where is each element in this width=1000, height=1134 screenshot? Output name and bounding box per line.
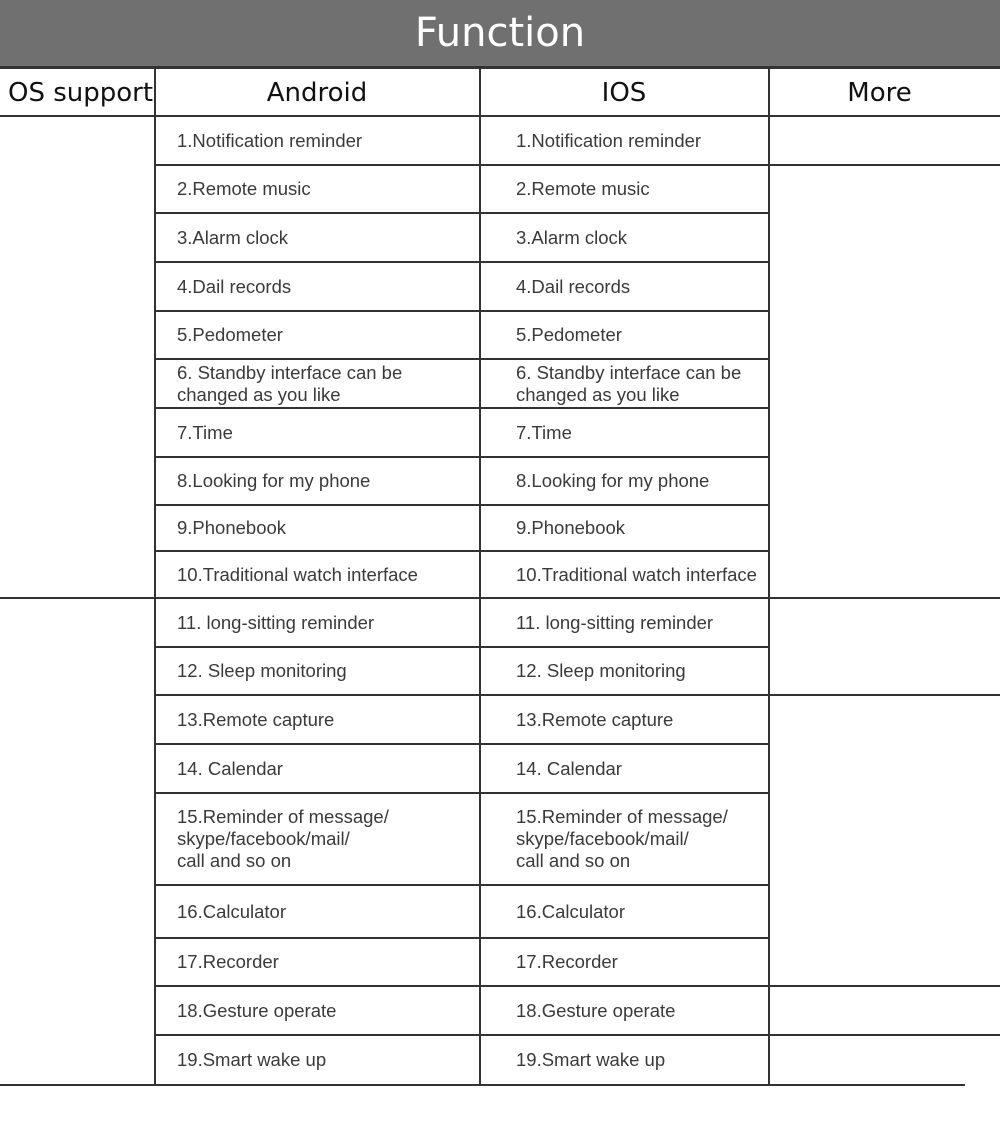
row-divider: [155, 694, 769, 696]
table-cell-android: 14. Calendar: [177, 757, 283, 779]
table-cell-ios: 1.Notification reminder: [516, 129, 702, 151]
row-divider: [155, 743, 769, 745]
table-cell-ios: 12. Sleep monitoring: [516, 660, 686, 681]
table-cell-ios: 9.Phonebook: [516, 517, 626, 538]
table-cell-android: 4.Dail records: [177, 275, 292, 297]
row-divider: [155, 937, 769, 939]
row-divider: [155, 164, 769, 166]
table-cell-ios: 15.Reminder of message/ skype/facebook/mail/ call and so on: [516, 806, 728, 871]
row-divider: [155, 261, 769, 263]
table-cell-ios: 13.Remote capture: [516, 708, 674, 730]
header-more: More: [847, 77, 912, 108]
table-cell-android: 12. Sleep monitoring: [177, 660, 347, 681]
column-divider: [154, 69, 156, 1085]
table-cell-android: 18.Gesture operate: [177, 999, 337, 1021]
page-title: Function: [0, 0, 1000, 66]
table-cell-android: 8.Looking for my phone: [177, 470, 371, 491]
table-cell-android: 19.Smart wake up: [177, 1049, 327, 1070]
table-cell-android: 13.Remote capture: [177, 708, 335, 730]
table-cell-ios: 5.Pedometer: [516, 324, 622, 345]
table-cell-ios: 10.Traditional watch interface: [516, 563, 757, 585]
table-cell-android: 6. Standby interface can be changed as you like: [177, 361, 403, 405]
table-cell-ios: 19.Smart wake up: [516, 1049, 666, 1070]
row-divider: [769, 985, 1000, 987]
table-cell-ios: 17.Recorder: [516, 951, 618, 972]
table-cell-ios: 16.Calculator: [516, 900, 626, 922]
row-divider: [155, 310, 769, 312]
row-divider: [155, 884, 769, 886]
row-divider: [769, 694, 1000, 696]
table-cell-android: 5.Pedometer: [177, 324, 283, 345]
row-divider: [155, 985, 769, 987]
row-divider: [155, 407, 769, 409]
row-divider: [0, 597, 155, 599]
table-cell-ios: 7.Time: [516, 421, 572, 443]
row-divider: [155, 550, 769, 552]
table-cell-android: 3.Alarm clock: [177, 226, 289, 248]
table-cell-ios: 11. long-sitting reminder: [516, 611, 714, 633]
table-cell-ios: 18.Gesture operate: [516, 999, 676, 1021]
table-cell-ios: 8.Looking for my phone: [516, 470, 710, 491]
table-cell-android: 17.Recorder: [177, 951, 279, 972]
row-divider: [155, 504, 769, 506]
row-divider: [769, 164, 1000, 166]
table-cell-android: 7.Time: [177, 421, 233, 443]
column-divider: [479, 69, 481, 1085]
row-divider: [155, 597, 769, 599]
table-cell-ios: 2.Remote music: [516, 178, 650, 199]
row-divider: [155, 358, 769, 360]
table-cell-android: 16.Calculator: [177, 900, 287, 922]
table-cell-ios: 4.Dail records: [516, 275, 631, 297]
row-divider: [155, 212, 769, 214]
row-divider: [155, 646, 769, 648]
table-cell-ios: 14. Calendar: [516, 757, 622, 779]
table-cell-android: 10.Traditional watch interface: [177, 563, 418, 585]
row-divider: [155, 456, 769, 458]
row-divider: [769, 1034, 1000, 1036]
column-divider: [768, 69, 770, 1085]
row-divider: [0, 1084, 965, 1086]
table-cell-ios: 6. Standby interface can be changed as you like: [516, 361, 742, 405]
header-os-support: OS support: [8, 77, 154, 108]
table-cell-ios: 3.Alarm clock: [516, 226, 628, 248]
table-cell-android: 15.Reminder of message/ skype/facebook/mail/ call and so on: [177, 806, 389, 871]
table-cell-android: 1.Notification reminder: [177, 129, 363, 151]
header-ios: IOS: [601, 77, 647, 108]
row-divider: [0, 115, 1000, 117]
table-cell-android: 2.Remote music: [177, 178, 311, 199]
row-divider: [155, 1034, 769, 1036]
row-divider: [769, 597, 1000, 599]
header-android: Android: [266, 77, 368, 108]
table-cell-android: 11. long-sitting reminder: [177, 611, 375, 633]
row-divider: [155, 792, 769, 794]
table-cell-android: 9.Phonebook: [177, 517, 287, 538]
